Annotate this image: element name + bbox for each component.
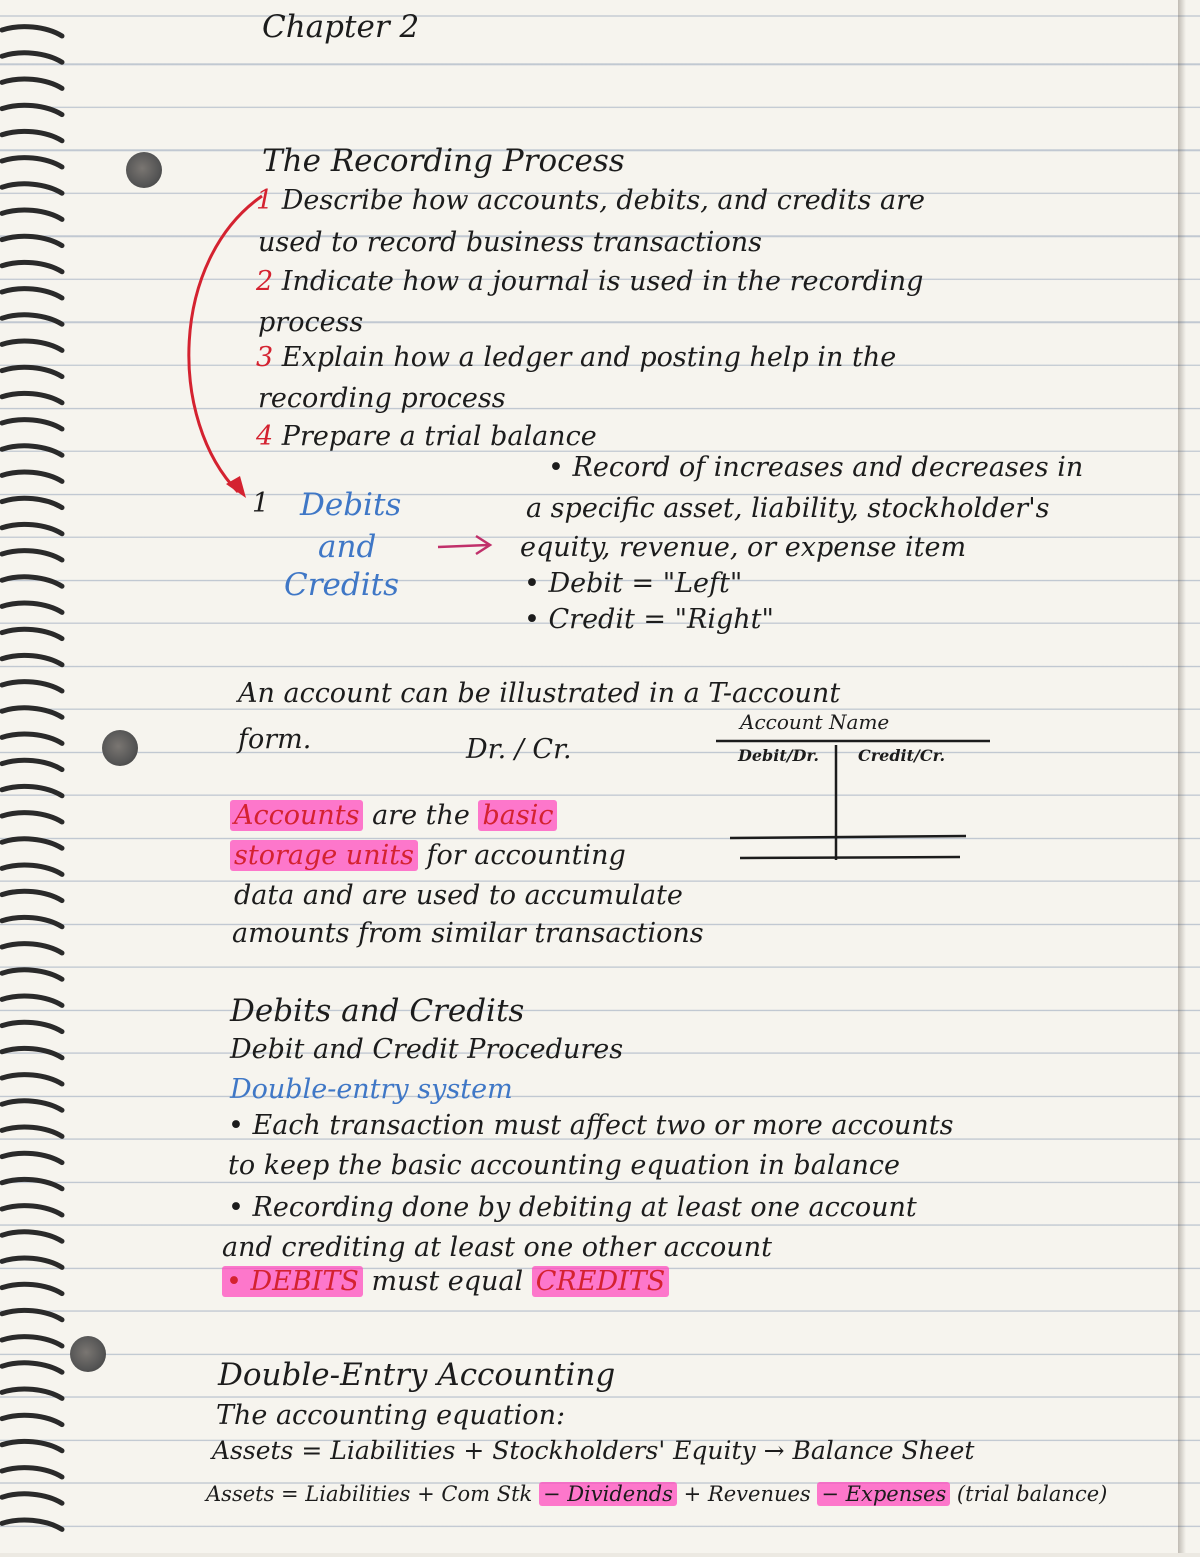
bullet1-line2: to keep the basic accounting equation in balance — [228, 1150, 901, 1181]
highlight-accounts: Accounts — [230, 800, 363, 831]
debit-column-label: Debit/Dr. — [738, 746, 819, 765]
objective-3-number: 3 — [256, 342, 274, 373]
accounts-note-line1: Accounts are the basic — [230, 802, 557, 829]
t-account-intro-line1: An account can be illustrated in a T-account — [238, 678, 841, 709]
accounts-note-line4: amounts from similar transactions — [232, 918, 704, 949]
red-arrowhead — [226, 476, 246, 498]
chapter-heading: Chapter 2 — [262, 9, 420, 45]
debit-left-note: • Debit = "Left" — [524, 568, 743, 599]
objective-3-line2: recording process — [258, 383, 506, 414]
objective-2-number: 2 — [256, 266, 274, 297]
definition-line3: equity, revenue, or expense item — [520, 532, 967, 563]
objective-4-line1: 4 Prepare a trial balance — [256, 421, 597, 452]
objective-4-number: 4 — [256, 421, 274, 452]
bullet1-line1: • Each transaction must affect two or more accounts — [228, 1110, 954, 1141]
highlight-expenses: − Expenses — [817, 1482, 950, 1506]
accounts-note-line3: data and are used to accumulate — [234, 880, 683, 911]
highlight-credits: CREDITS — [532, 1266, 670, 1297]
highlight-debits: • DEBITS — [222, 1266, 363, 1297]
definition-line1: • Record of increases and decreases in — [548, 452, 1084, 483]
objective-3-line1: 3 Explain how a ledger and posting help in the — [256, 342, 897, 373]
section-heading-double-entry-accounting: Double-Entry Accounting — [218, 1357, 616, 1393]
t-account-intro-line2: form. — [238, 724, 312, 755]
highlight-basic: basic — [478, 800, 557, 831]
equation-line2: Assets = Liabilities + Com Stk − Dividends + Revenues − Expenses (trial balance) — [206, 1482, 1108, 1506]
objective-1-line1: 1 Describe how accounts, debits, and credits are — [256, 185, 925, 216]
debits-credits-number: 1 — [252, 488, 270, 519]
account-name-label: Account Name — [740, 710, 890, 734]
section-heading-recording-process: The Recording Process — [262, 143, 625, 179]
objective-2-line1: 2 Indicate how a journal is used in the recording — [256, 266, 924, 297]
highlight-storage-units: storage units — [230, 840, 418, 871]
red-curved-arrow — [189, 196, 262, 492]
definition-line2: a specific asset, liability, stockholder's — [526, 493, 1050, 524]
subheading-procedures: Debit and Credit Procedures — [230, 1034, 624, 1065]
bullet2-line1: • Recording done by debiting at least one account — [228, 1192, 917, 1223]
dr-cr-abbrev: Dr. / Cr. — [466, 734, 572, 765]
bullet3-line: • DEBITS must equal CREDITS — [222, 1268, 669, 1295]
objective-1-line2: used to record business transactions — [258, 227, 762, 258]
double-entry-system-label: Double-entry system — [230, 1074, 513, 1105]
accounts-note-line2: storage units for accounting — [230, 842, 626, 869]
equation-line1: Assets = Liabilities + Stockholders' Equity → Balance Sheet — [212, 1436, 975, 1465]
debits-label: Debits — [300, 487, 402, 523]
credits-label: Credits — [284, 567, 400, 603]
credit-column-label: Credit/Cr. — [858, 746, 946, 765]
objective-2-line2: process — [258, 307, 364, 338]
blue-arrow — [438, 536, 490, 554]
objective-1-number: 1 — [256, 185, 274, 216]
section-heading-debits-and-credits: Debits and Credits — [230, 993, 525, 1029]
credit-right-note: • Credit = "Right" — [524, 604, 774, 635]
highlight-dividends: − Dividends — [539, 1482, 677, 1506]
accounting-equation-label: The accounting equation: — [216, 1400, 566, 1431]
and-label: and — [318, 529, 377, 565]
bullet2-line2: and crediting at least one other account — [222, 1232, 772, 1263]
